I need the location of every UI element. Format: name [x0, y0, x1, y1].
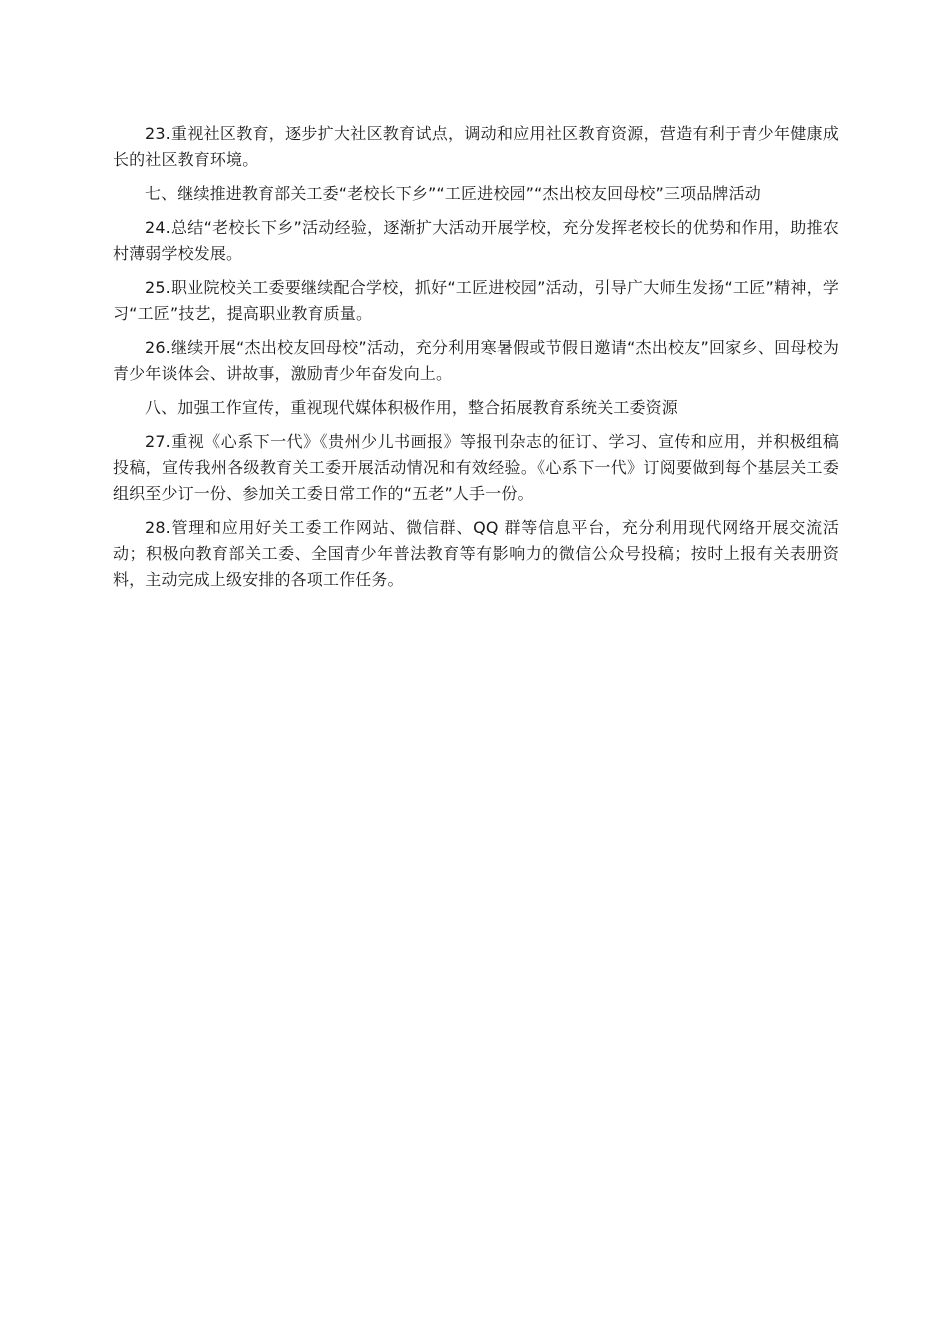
section-heading-eight: 八、加强工作宣传，重视现代媒体积极作用，整合拓展教育系统关工委资源	[145, 398, 678, 417]
section-heading-seven: 七、继续推进教育部关工委“老校长下乡”“工匠进校园”“杰出校友回母校”三项品牌活动	[145, 184, 761, 203]
document-body	[113, 121, 839, 601]
paragraph-item-28: 28.管理和应用好关工委工作网站、微信群、QQ 群等信息平台，充分利用现代网络开展交流活动；积极向教育部关工委、全国青少年普法教育等有影响力的微信公众号投稿；按时上报有关表册资料，主动完成上级安排的各项工作任务。	[113, 518, 839, 589]
paragraph-item-27: 27.重视《心系下一代》《贵州少儿书画报》等报刊杂志的征订、学习、宣传和应用，并积极组稿投稿，宣传我州各级教育关工委开展活动情况和有效经验。《心系下一代》订阅要做到每个基层关工委组织至少订一份、参加关工委日常工作的“五老”人手一份。	[113, 432, 839, 503]
paragraph-item-24: 24.总结“老校长下乡”活动经验，逐渐扩大活动开展学校，充分发挥老校长的优势和作用，助推农村薄弱学校发展。	[113, 218, 839, 263]
paragraph-item-23: 23.重视社区教育，逐步扩大社区教育试点，调动和应用社区教育资源，营造有利于青少年健康成长的社区教育环境。	[113, 124, 839, 169]
paragraph-item-25: 25.职业院校关工委要继续配合学校，抓好“工匠进校园”活动，引导广大师生发扬“工匠”精神，学习“工匠”技艺，提高职业教育质量。	[113, 278, 839, 323]
paragraph-item-26: 26.继续开展“杰出校友回母校”活动，充分利用寒暑假或节假日邀请“杰出校友”回家乡、回母校为青少年谈体会、讲故事，激励青少年奋发向上。	[113, 338, 839, 383]
